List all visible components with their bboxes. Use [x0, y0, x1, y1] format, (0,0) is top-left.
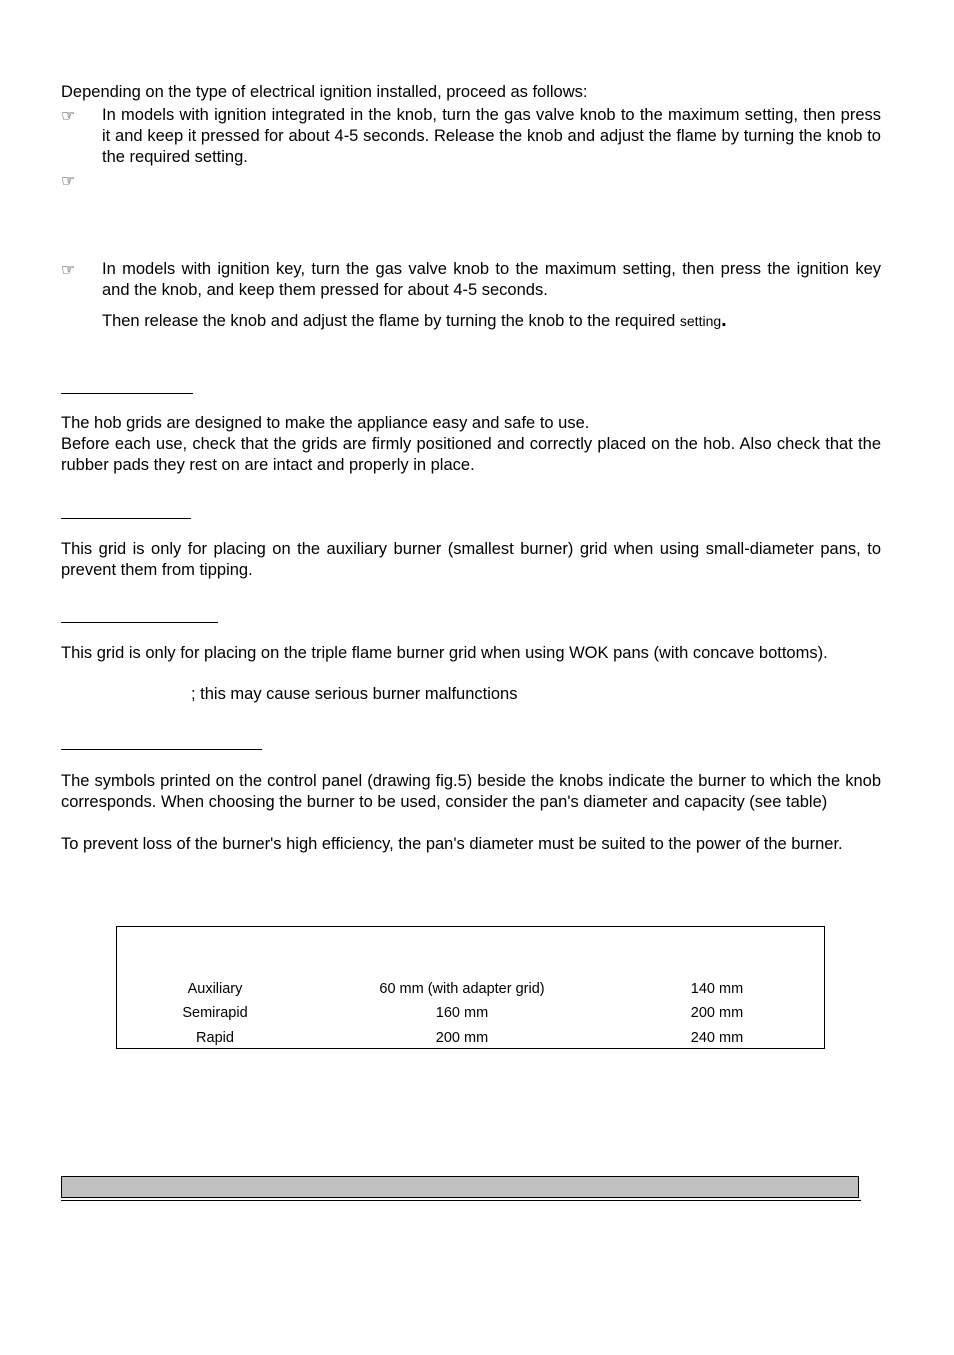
- heading-rule: [61, 749, 262, 750]
- bullet-text: In models with ignition integrated in the knob, turn the gas valve knob to the maximum setting, then press it and keep it pressed for about 4-5 seconds. Release the knob and adjust the flame by turning the knob to the required setting.: [102, 106, 881, 166]
- section-heading-bar: [61, 1176, 859, 1198]
- grids-line-2: Before each use, check that the grids are firmly positioned and correctly placed on the hob. Also check that the rubber pads they rest on are intact and properly in place.: [61, 435, 881, 474]
- table-cell-max: 200 mm: [690, 1005, 744, 1021]
- heading-rule: [61, 518, 191, 519]
- table-cell-burner: Rapid: [196, 1030, 234, 1046]
- wok-grid-fragment: ; this may cause serious burner malfunctions: [191, 685, 518, 703]
- heading-rule: [61, 622, 218, 623]
- pointing-hand-icon: ☞: [61, 171, 76, 190]
- bullet-text: In models with ignition key, turn the gas valve knob to the maximum setting, then press the ignition key and the knob, and keep them pressed for about 4-5 seconds.: [102, 260, 881, 299]
- table-cell-burner: Auxiliary: [187, 981, 243, 997]
- adapter-grid-text: This grid is only for placing on the auxiliary burner (smallest burner) grid when using small-diameter pans, to prevent them from tipping.: [61, 540, 881, 579]
- burners-para-1: The symbols printed on the control panel (drawing fig.5) beside the knobs indicate the burner to which the knob corresponds. When choosing the burner to be used, consider the pan's diameter and capacity (see table): [61, 772, 881, 811]
- table-cell-min: 60 mm (with adapter grid): [379, 981, 545, 997]
- table-cell-min: 160 mm: [435, 1005, 489, 1021]
- pan-diameter-table: [116, 926, 825, 1049]
- table-cell-max: 140 mm: [690, 981, 744, 997]
- burners-para-2: To prevent loss of the burner's high efficiency, the pan's diameter must be suited to the power of the burner.: [61, 835, 843, 853]
- bullet-followup: Then release the knob and adjust the flame by turning the knob to the required setting.: [102, 309, 727, 331]
- pointing-hand-icon: ☞: [61, 106, 76, 125]
- intro-text: Depending on the type of electrical ignition installed, proceed as follows:: [61, 83, 588, 101]
- heading-bar-underline: [61, 1200, 861, 1201]
- grids-line-1: The hob grids are designed to make the appliance easy and safe to use.: [61, 414, 590, 432]
- wok-grid-text: This grid is only for placing on the triple flame burner grid when using WOK pans (with concave bottoms).: [61, 644, 828, 662]
- table-cell-min: 200 mm: [435, 1030, 489, 1046]
- table-cell-max: 240 mm: [690, 1030, 744, 1046]
- pointing-hand-icon: ☞: [61, 260, 76, 279]
- heading-rule: [61, 393, 193, 394]
- table-cell-burner: Semirapid: [182, 1005, 248, 1021]
